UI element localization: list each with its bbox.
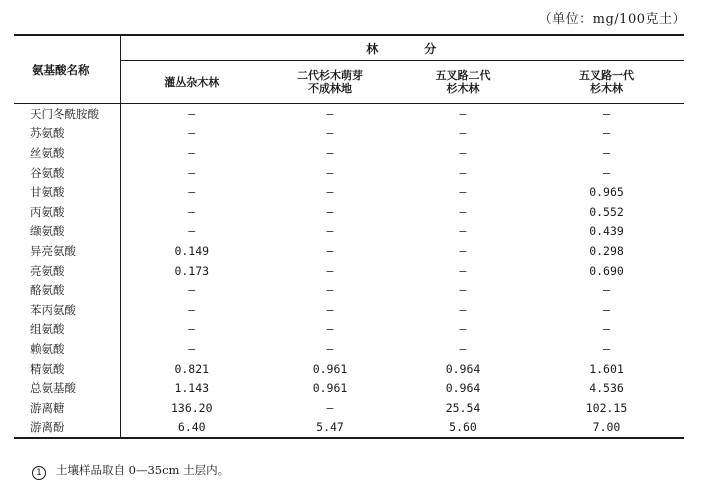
column-header-label: 五叉路一代 杉木林: [579, 69, 635, 95]
value-cell: —: [459, 263, 467, 278]
value-cell: —: [188, 302, 196, 317]
table-row: [14, 241, 684, 261]
footnote: [32, 462, 229, 480]
table-row: [14, 202, 684, 222]
column-header: [397, 61, 529, 104]
value-cell: —: [459, 322, 467, 337]
value-cell: —: [603, 145, 610, 160]
table-row: [14, 280, 684, 300]
value-cell: 5.47: [316, 420, 344, 435]
value-cell: —: [326, 263, 334, 278]
value-cell: —: [459, 302, 467, 317]
amino-acid-name-cell: 丙氨酸: [14, 202, 120, 222]
table-row: [14, 261, 684, 281]
value-cell: 0.298: [589, 243, 624, 258]
value-cell: —: [459, 126, 467, 141]
footnote-marker: 1: [32, 466, 46, 480]
value-cell: 25.54: [445, 400, 481, 415]
forest-type-group-header: [120, 35, 684, 61]
value-cell: —: [603, 283, 610, 298]
value-cell: 136.20: [170, 400, 213, 415]
table-row: [14, 320, 684, 340]
value-cell: 102.15: [585, 400, 628, 415]
row-header-cell: 氨基酸名称: [14, 35, 120, 104]
amino-acid-name-cell: 亮氨酸: [14, 261, 120, 281]
value-cell: —: [459, 204, 467, 219]
value-cell: —: [188, 204, 196, 219]
value-cell: 0.439: [589, 224, 624, 239]
amino-acid-name-cell: 赖氨酸: [14, 339, 120, 359]
column-header-label: 二代杉木萌芽 不成林地: [297, 69, 363, 95]
unit-note: （单位：mg/100克土）: [538, 12, 686, 27]
value-cell: 0.961: [312, 361, 348, 376]
amino-acid-name-cell: 总氨基酸: [14, 378, 120, 398]
amino-acid-name-cell: 缬氨酸: [14, 222, 120, 242]
value-cell: —: [326, 204, 334, 219]
value-cell: 4.536: [589, 381, 624, 396]
amino-acid-name-cell: 组氨酸: [14, 320, 120, 340]
table-row: [14, 104, 684, 124]
value-cell: —: [603, 165, 610, 180]
value-cell: —: [603, 322, 610, 337]
amino-acid-name-cell: 游离酚: [14, 418, 120, 439]
column-header-label: 五叉路二代 杉木林: [435, 69, 491, 95]
value-cell: 1.143: [174, 381, 210, 396]
table-header: [14, 35, 684, 104]
amino-acid-name-cell: 精氨酸: [14, 359, 120, 379]
table-row: [14, 418, 684, 439]
value-cell: 1.601: [589, 361, 624, 376]
column-header-label: 灌丛杂木林: [164, 75, 220, 89]
value-cell: —: [459, 341, 467, 356]
table-row: [14, 143, 684, 163]
value-cell: 6.40: [177, 420, 206, 435]
table-body: [14, 104, 684, 439]
amino-acid-name-cell: 谷氨酸: [14, 163, 120, 183]
table-row: [14, 163, 684, 183]
amino-acid-name-cell: 苯丙氨酸: [14, 300, 120, 320]
value-cell: —: [326, 341, 334, 356]
group-label-a: 林: [366, 41, 381, 56]
value-cell: 5.60: [449, 420, 477, 435]
value-cell: 0.821: [174, 361, 210, 376]
value-cell: —: [459, 106, 467, 121]
table-row: [14, 359, 684, 379]
column-header: [529, 61, 684, 104]
value-cell: —: [326, 243, 334, 258]
value-cell: —: [326, 106, 334, 121]
value-cell: —: [188, 341, 196, 356]
value-cell: —: [603, 302, 610, 317]
table-row: [14, 398, 684, 418]
value-cell: —: [603, 106, 610, 121]
amino-acid-table-container: [14, 34, 684, 439]
value-cell: —: [188, 106, 196, 121]
column-header: [120, 61, 263, 104]
value-cell: —: [459, 185, 467, 200]
amino-acid-name-cell: 游离糖: [14, 398, 120, 418]
amino-acid-name-cell: 苏氨酸: [14, 124, 120, 144]
footnote-text: 土壤样品取自 0—35cm 土层内。: [56, 463, 230, 477]
value-cell: —: [326, 322, 334, 337]
value-cell: —: [326, 165, 334, 180]
value-cell: —: [326, 400, 334, 415]
value-cell: 0.690: [589, 263, 624, 278]
table-row: [14, 300, 684, 320]
value-cell: —: [326, 126, 334, 141]
value-cell: 0.961: [312, 381, 348, 396]
value-cell: 0.149: [174, 243, 210, 258]
value-cell: —: [326, 302, 334, 317]
value-cell: —: [188, 165, 196, 180]
value-cell: —: [459, 145, 467, 160]
amino-acid-table: [14, 34, 684, 439]
value-cell: 0.552: [589, 204, 624, 219]
table-row: [14, 222, 684, 242]
value-cell: 0.173: [174, 263, 210, 278]
value-cell: —: [603, 341, 610, 356]
value-cell: 0.965: [589, 185, 624, 200]
value-cell: —: [188, 322, 196, 337]
value-cell: —: [459, 243, 467, 258]
amino-acid-name-cell: 丝氨酸: [14, 143, 120, 163]
table-row: [14, 378, 684, 398]
amino-acid-name-cell: 异亮氨酸: [14, 241, 120, 261]
column-header: [263, 61, 397, 104]
header-row-group: [14, 35, 684, 61]
value-cell: —: [188, 126, 196, 141]
value-cell: —: [326, 224, 334, 239]
value-cell: 0.964: [445, 361, 481, 376]
value-cell: —: [188, 185, 196, 200]
value-cell: —: [459, 224, 467, 239]
value-cell: —: [326, 283, 334, 298]
value-cell: —: [326, 185, 334, 200]
value-cell: 7.00: [592, 420, 621, 435]
value-cell: —: [188, 145, 196, 160]
value-cell: —: [326, 145, 334, 160]
amino-acid-name-cell: 酪氨酸: [14, 280, 120, 300]
value-cell: —: [603, 126, 610, 141]
value-cell: —: [459, 283, 467, 298]
value-cell: —: [459, 165, 467, 180]
group-label-b: 分: [424, 41, 439, 56]
value-cell: —: [188, 224, 196, 239]
amino-acid-name-cell: 甘氨酸: [14, 182, 120, 202]
value-cell: 0.964: [445, 381, 481, 396]
amino-acid-name-cell: 天门冬酰胺酸: [14, 104, 120, 124]
table-row: [14, 124, 684, 144]
value-cell: —: [188, 283, 196, 298]
table-row: [14, 339, 684, 359]
table-row: [14, 182, 684, 202]
